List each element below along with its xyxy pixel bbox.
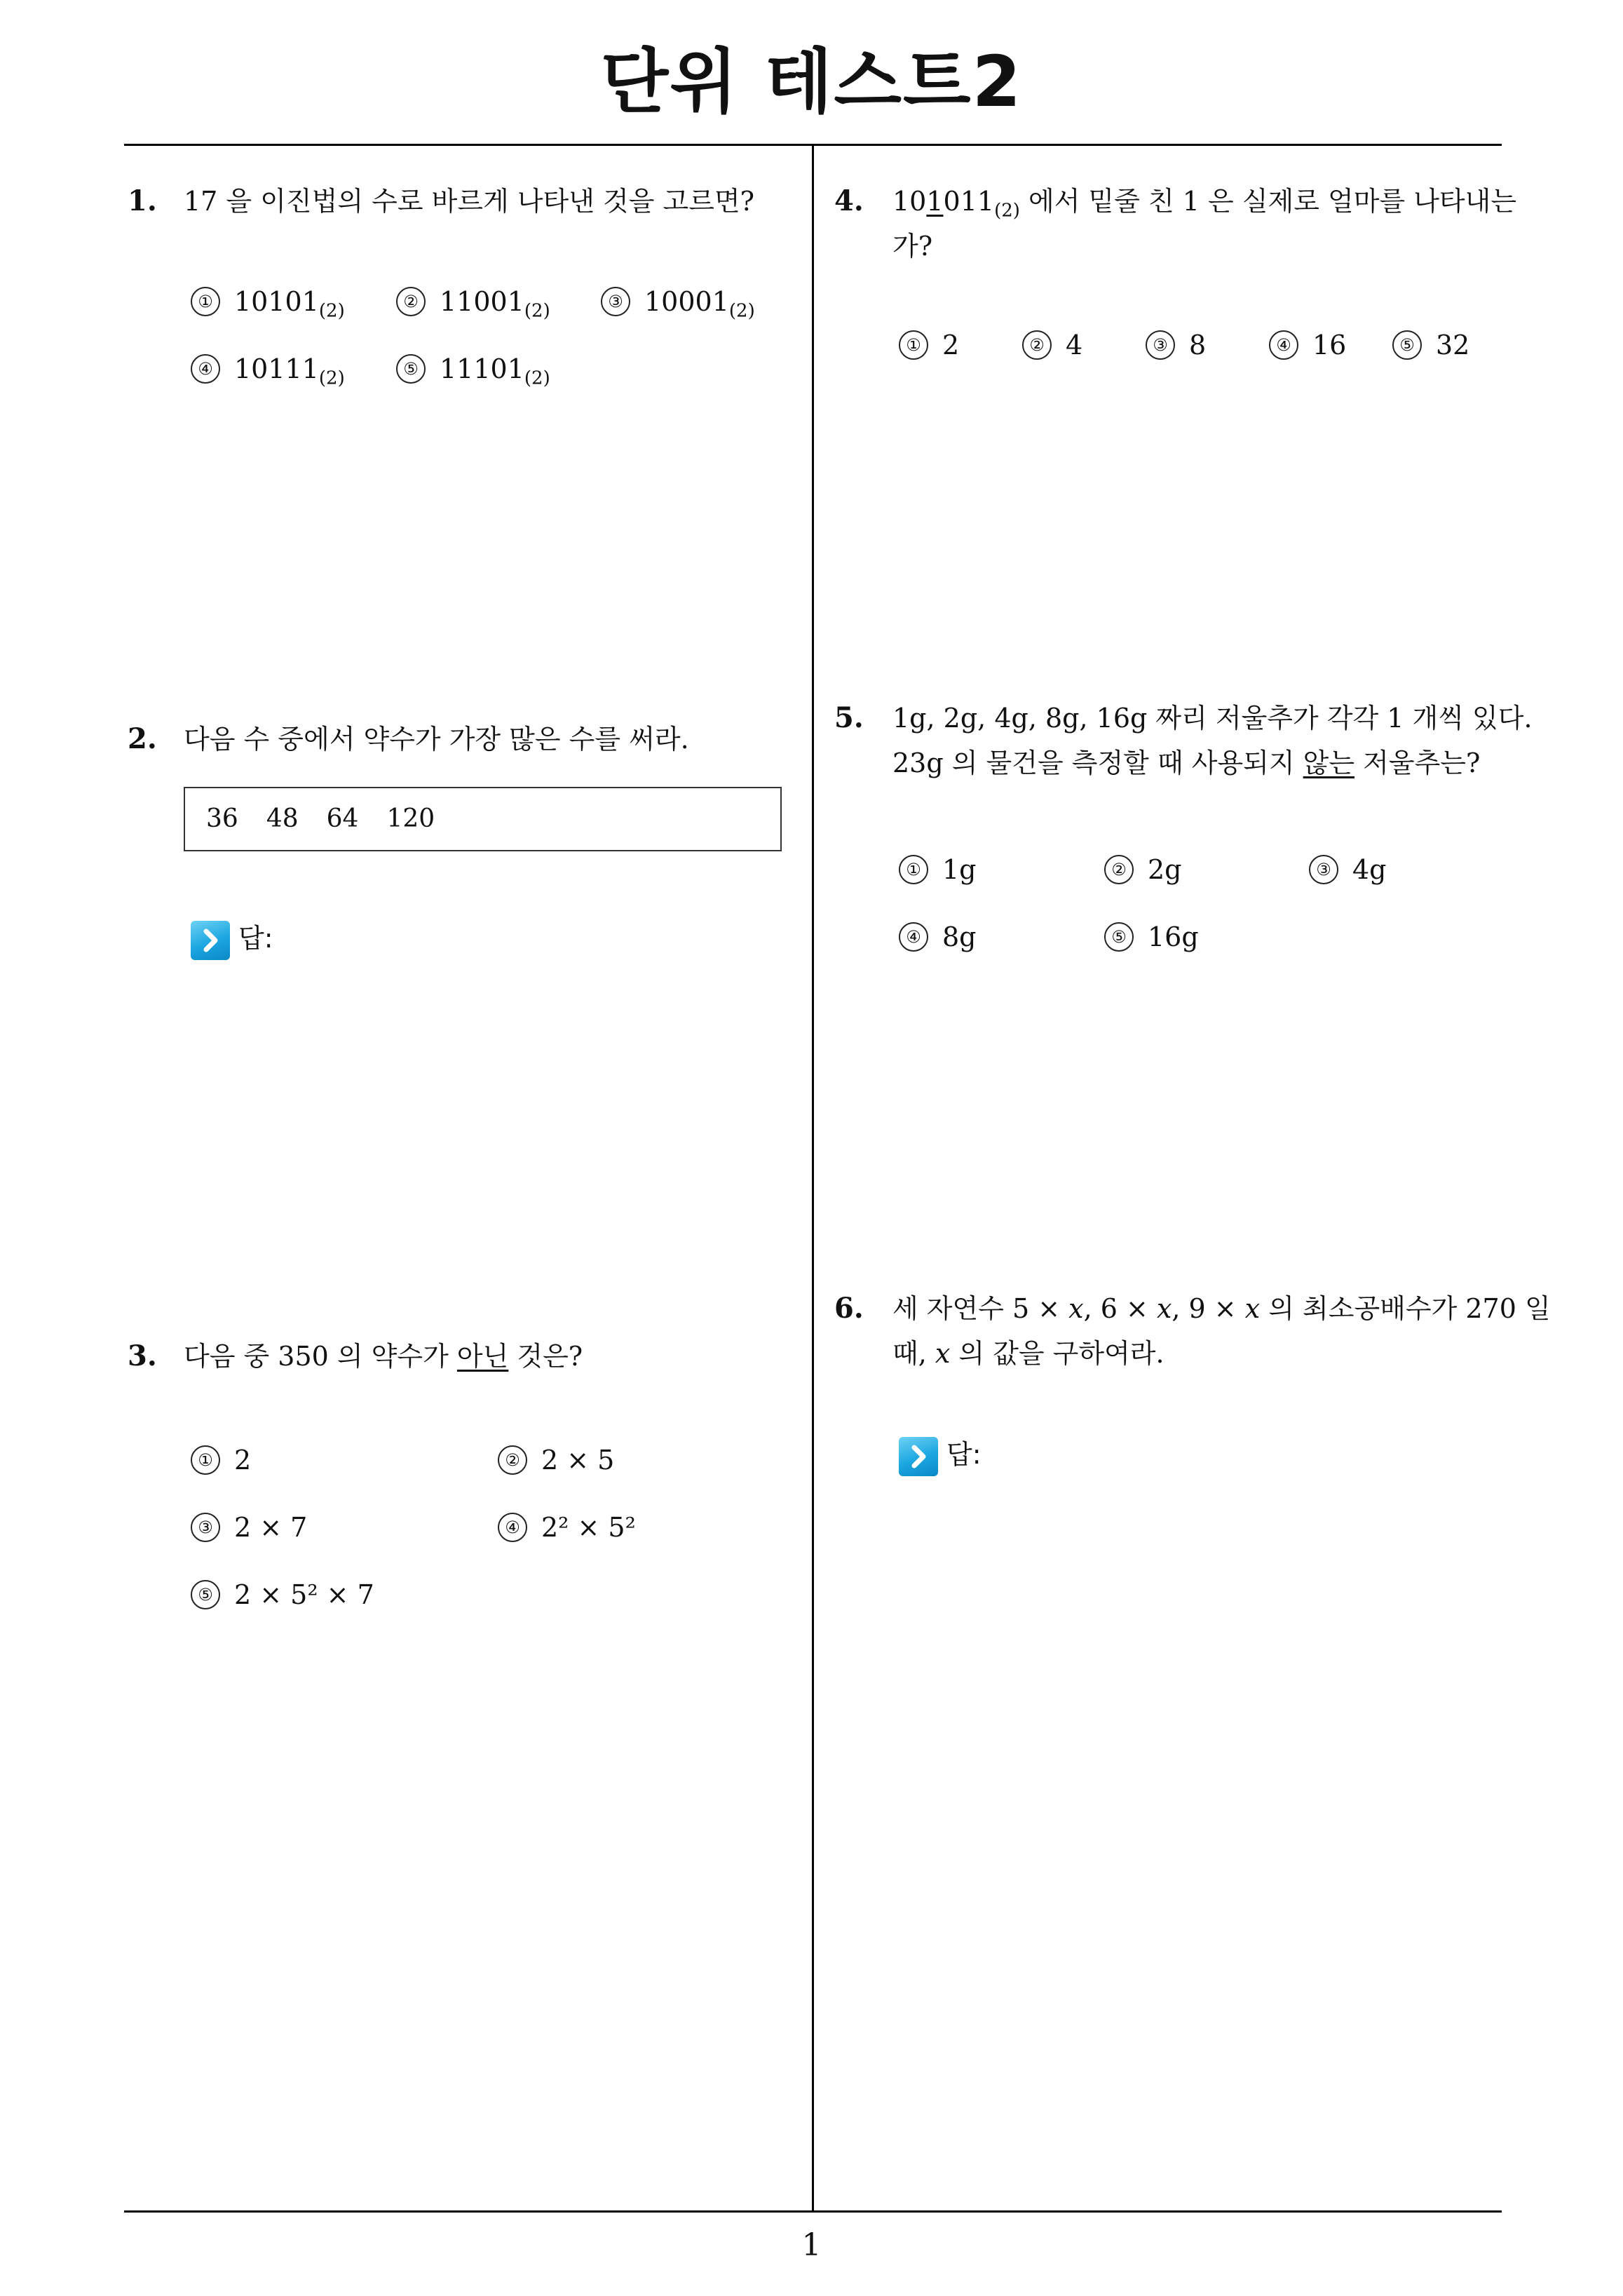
- choice-marker: ③: [1309, 855, 1338, 884]
- choice-marker: ②: [1022, 330, 1052, 360]
- choice-3[interactable]: ③ $10001_{(2)}$: [601, 282, 755, 331]
- choice-3[interactable]: ③ 4g: [1309, 850, 1387, 889]
- underlined-word: 않는: [1303, 748, 1355, 778]
- choice-marker: ②: [498, 1445, 527, 1475]
- page-title: 단위 테스트2: [600, 41, 1023, 123]
- choice-marker: ④: [191, 354, 220, 384]
- number-item: 48: [266, 804, 299, 833]
- answer-field[interactable]: [191, 919, 273, 960]
- number-box: [184, 787, 782, 851]
- question-number: 4.: [834, 184, 864, 217]
- question-text-line2: 23g 의 물건을 측정할 때 사용되지 않는 저울추는?: [892, 748, 1481, 778]
- choice-marker: ⑤: [1392, 330, 1422, 360]
- choice-marker: ③: [191, 1513, 220, 1542]
- footer-divider: [124, 2210, 1502, 2213]
- choice-1[interactable]: ① 2: [191, 1440, 251, 1480]
- choice-marker: ②: [1104, 855, 1134, 884]
- choice-5[interactable]: ⑤ 2 × 5² × 7: [191, 1575, 374, 1614]
- question-number: 1.: [128, 184, 157, 217]
- choice-4[interactable]: ④ 2² × 5²: [498, 1508, 636, 1547]
- choice-marker: ③: [601, 287, 630, 316]
- column-divider: [812, 144, 814, 2213]
- choice-marker: ④: [498, 1513, 527, 1542]
- choice-3[interactable]: ③ 8: [1146, 325, 1206, 365]
- page-number: 1: [801, 2227, 822, 2263]
- choice-marker: ④: [899, 922, 928, 952]
- question-text: 17 을 이진법의 수로 바르게 나타낸 것을 고르면?: [184, 186, 755, 217]
- choice-marker: ①: [899, 330, 928, 360]
- number-item: 120: [386, 804, 435, 833]
- choice-5[interactable]: ⑤ 32: [1392, 325, 1469, 365]
- question-number: 2.: [128, 722, 157, 755]
- underlined-word: 아닌: [456, 1341, 509, 1372]
- question-number: 6.: [834, 1292, 864, 1325]
- choice-marker: ①: [191, 287, 220, 316]
- choice-2[interactable]: ② $11001_{(2)}$: [396, 282, 550, 331]
- choice-1[interactable]: ① 1g: [899, 850, 977, 889]
- question-text: $101011_{(2)}$ 에서 밑줄 친 1 은 실제로 얼마를 나타내는: [892, 186, 1517, 222]
- answer-label: 답:: [238, 923, 273, 954]
- choice-marker: ⑤: [191, 1580, 220, 1609]
- choice-marker: ②: [396, 287, 426, 316]
- answer-field[interactable]: [899, 1435, 982, 1476]
- choice-2[interactable]: ② 4: [1022, 325, 1082, 365]
- question-number: 3.: [128, 1339, 157, 1372]
- number-item: 64: [326, 804, 359, 833]
- underlined-digit: 1: [926, 186, 944, 217]
- choice-4[interactable]: ④ $10111_{(2)}$: [191, 349, 345, 398]
- question-text: 다음 수 중에서 약수가 가장 많은 수를 써라.: [184, 724, 689, 755]
- choice-marker: ①: [899, 855, 928, 884]
- question-text: 세 자연수 5 × x, 6 × x, 9 × x 의 최소공배수가 270 일: [892, 1293, 1551, 1324]
- choice-2[interactable]: ② 2 × 5: [498, 1440, 614, 1480]
- question-text-line2: 가?: [892, 231, 933, 262]
- choice-marker: ⑤: [1104, 922, 1134, 952]
- answer-label: 답:: [946, 1439, 982, 1470]
- choice-5[interactable]: ⑤ 16g: [1104, 917, 1199, 957]
- choice-3[interactable]: ③ 2 × 7: [191, 1508, 307, 1547]
- choice-1[interactable]: ① 2: [899, 325, 959, 365]
- choice-5[interactable]: ⑤ $11101_{(2)}$: [396, 349, 550, 398]
- chevron-right-icon: [191, 921, 230, 960]
- chevron-right-icon: [899, 1437, 938, 1476]
- choice-4[interactable]: ④ 16: [1269, 325, 1346, 365]
- choice-marker: ①: [191, 1445, 220, 1475]
- question-number: 5.: [834, 701, 864, 734]
- question-text-line2: 때, x 의 값을 구하여라.: [892, 1338, 1164, 1369]
- choice-4[interactable]: ④ 8g: [899, 917, 977, 957]
- question-text: 1g, 2g, 4g, 8g, 16g 짜리 저울추가 각각 1 개씩 있다.: [892, 703, 1533, 734]
- choice-1[interactable]: ① $10101_{(2)}$: [191, 282, 345, 331]
- choice-marker: ④: [1269, 330, 1298, 360]
- number-item: 36: [206, 804, 238, 833]
- choice-2[interactable]: ② 2g: [1104, 850, 1182, 889]
- question-text: 다음 중 350 의 약수가 아닌 것은?: [184, 1341, 583, 1372]
- choice-marker: ③: [1146, 330, 1175, 360]
- choice-marker: ⑤: [396, 354, 426, 384]
